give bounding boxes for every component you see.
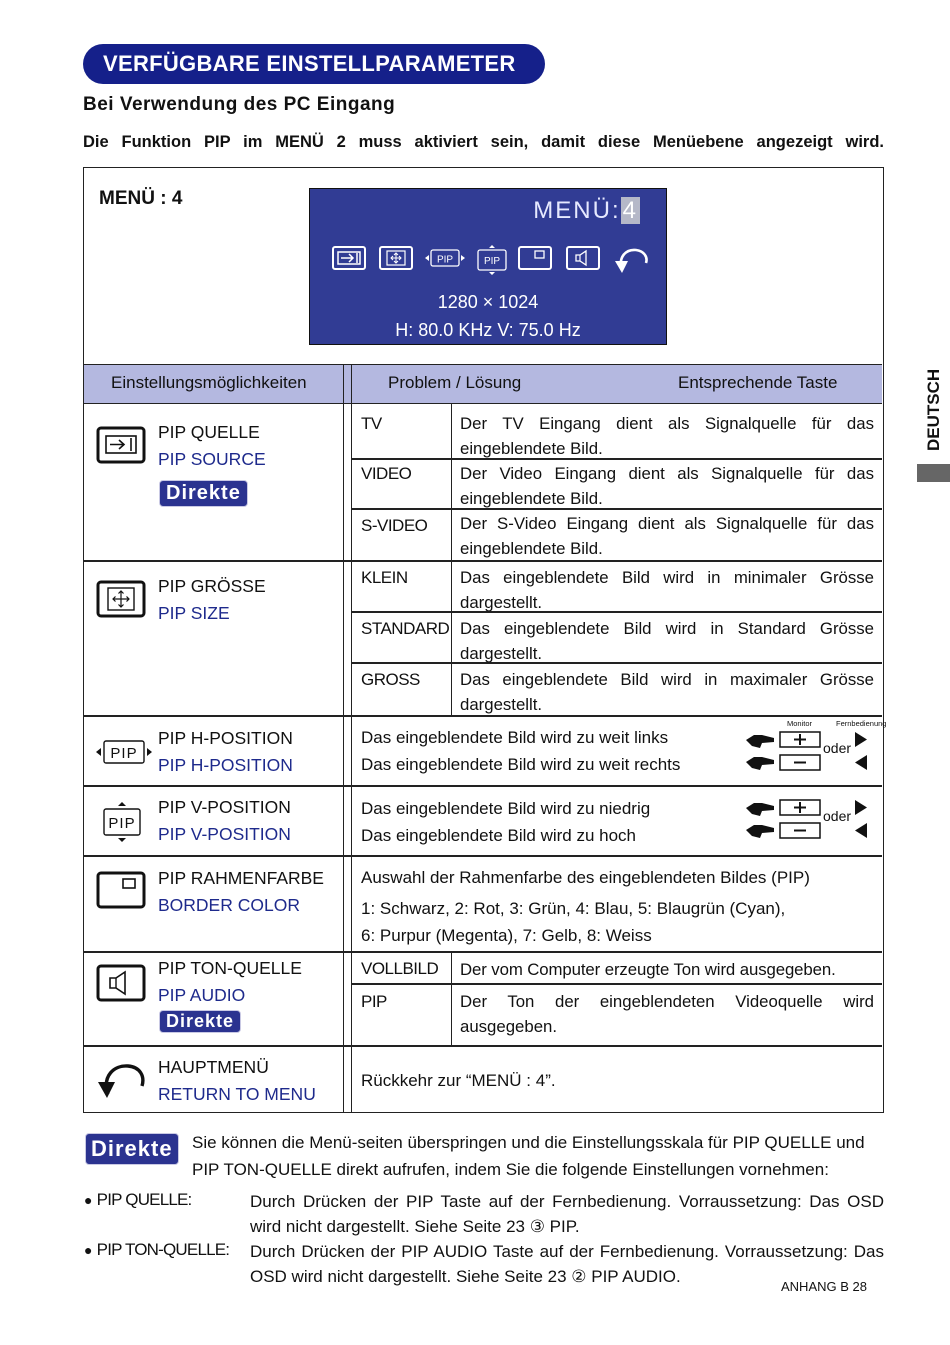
osd-pip-text: PIP [483, 256, 501, 267]
option-description: Der Video Eingang dient als Signalquelle für das eingeblendete Bild. [460, 464, 874, 508]
problem-line: Das eingeblendete Bild wird zu niedrig [361, 799, 651, 818]
option-description: Der TV Eingang dient als Signalquelle für das eingeblendete Bild. [460, 414, 874, 458]
bullet-label: ● PIP QUELLE: [84, 1190, 191, 1210]
row-divider [84, 951, 882, 953]
language-tab-bar [917, 464, 950, 482]
osd-preview [309, 188, 667, 345]
option-label: TV [361, 414, 382, 433]
menu-label: MENÜ : 4 [99, 188, 183, 209]
option-label: VIDEO [361, 464, 412, 483]
header-problem-solution: Problem / Lösung [388, 373, 522, 392]
problem-line: Auswahl der Rahmenfarbe des eingeblendeten Bildes (PIP) [361, 868, 810, 887]
setting-name: PIP GRÖSSE [158, 576, 266, 596]
column-divider [351, 364, 352, 1112]
osd-frequency: H: 80.0 KHz V: 75.0 Hz [395, 320, 581, 340]
setting-name-en: PIP AUDIO [158, 985, 246, 1005]
osd-menu-number: 4 [622, 197, 638, 224]
option-description: Das eingeblendete Bild wird in Standard Grösse dargestellt. [460, 619, 874, 663]
setting-name-en: PIP V-POSITION [158, 824, 291, 844]
option-description: Der vom Computer erzeugte Ton wird ausgegeben. [460, 960, 836, 979]
setting-name-en: PIP SOURCE [158, 449, 266, 469]
option-divider [451, 404, 452, 560]
icon-pip-text: PIP [108, 815, 136, 832]
setting-name: PIP TON-QUELLE [158, 958, 302, 978]
option-label: VOLLBILD [361, 959, 439, 978]
plus-minus-keys-icon [744, 730, 879, 776]
return-icon [94, 1060, 148, 1102]
or-label: oder [823, 808, 852, 824]
setting-name: HAUPTMENÜ [158, 1057, 269, 1077]
option-description: Das eingeblendete Bild wird in maximaler Grösse dargestellt. [460, 670, 874, 714]
pip-audio-icon [566, 245, 600, 271]
problem-line: Das eingeblendete Bild wird zu weit links [361, 728, 669, 747]
problem-line: Das eingeblendete Bild wird zu weit rechts [361, 755, 681, 774]
color-list-line: 1: Schwarz, 2: Rot, 3: Grün, 4: Blau, 5: Blaugrün (Cyan), [361, 899, 786, 918]
border-color-icon [96, 871, 146, 909]
return-description: Rückkehr zur “MENÜ : 4”. [361, 1071, 556, 1090]
setting-name-en: BORDER COLOR [158, 895, 300, 915]
option-description: Das eingeblendete Bild wird in minimaler Grösse dargestellt. [460, 568, 874, 612]
return-icon [612, 245, 650, 275]
osd-icon-row [332, 245, 652, 279]
osd-resolution: 1280 × 1024 [437, 292, 539, 312]
color-list-line: 6: Purpur (Megenta), 7: Gelb, 8: Weiss [361, 926, 652, 945]
setting-name: PIP QUELLE [158, 422, 260, 442]
pip-v-position-icon [475, 245, 509, 275]
osd-title: MENÜ:4 [533, 197, 638, 224]
setting-name-en: PIP H-POSITION [158, 755, 293, 775]
column-divider [343, 364, 344, 1112]
setting-name-en: PIP SIZE [158, 603, 230, 623]
language-tab [917, 360, 950, 480]
pip-source-icon [96, 426, 146, 464]
header-settings: Einstellungsmöglichkeiten [111, 373, 307, 392]
option-label: GROSS [361, 670, 420, 689]
option-description: Der Ton der eingeblendeten Videoquelle wird ausgegeben. [460, 992, 874, 1036]
section-heading: VERFÜGBARE EINSTELLPARAMETER [83, 44, 545, 84]
setting-name: PIP RAHMENFARBE [158, 868, 324, 888]
sub-row-divider [351, 983, 882, 985]
setting-name: PIP H-POSITION [158, 728, 293, 748]
direct-badge: Direkte [85, 1133, 179, 1165]
problem-line: Das eingeblendete Bild wird zu hoch [361, 826, 637, 845]
plus-minus-keys-icon [744, 798, 879, 844]
border-color-icon [518, 245, 552, 271]
pip-size-icon [379, 245, 413, 271]
direct-badge: Direkte [159, 1010, 241, 1033]
remote-label: Fernbedienung [836, 719, 887, 728]
or-label: oder [823, 740, 852, 756]
page-number: ANHANG B 28 [781, 1279, 867, 1294]
option-description: Der S-Video Eingang dient als Signalquelle für das eingeblendete Bild. [460, 514, 874, 558]
icon-pip-text: PIP [110, 745, 138, 762]
option-label: S-VIDEO [361, 516, 428, 535]
header-key: Entsprechende Taste [678, 373, 838, 392]
settings-table [83, 167, 887, 1113]
pip-source-icon [332, 245, 366, 271]
activation-note: Die Funktion PIP im MENÜ 2 muss aktiviert sein, damit diese Menüebene angezeigt wird. [83, 133, 884, 151]
osd-pip-text: PIP [436, 254, 454, 266]
table-header [84, 364, 882, 404]
bullet-text: Durch Drücken der PIP AUDIO Taste auf der Fernbedienung. Vorraussetzung: Das OSD wird nicht dargestellt. Siehe Seite 23 ② PIP AUDIO. [250, 1242, 884, 1286]
key-indicator-v [744, 786, 879, 846]
pip-h-position-icon [425, 245, 465, 271]
setting-name-en: RETURN TO MENU [158, 1084, 316, 1104]
row-divider [84, 855, 882, 857]
option-label: KLEIN [361, 568, 408, 587]
direct-badge: Direkte [159, 480, 248, 507]
option-divider [451, 951, 452, 1045]
pip-h-position-icon [96, 738, 152, 766]
row-divider [84, 1045, 882, 1047]
language-tab-label: DEUTSCH [924, 368, 943, 452]
option-divider [451, 560, 452, 715]
bullet-text: Durch Drücken der PIP Taste auf der Fernbedienung. Vorraussetzung: Das OSD wird nicht dargestellt. Siehe Seite 23 ③ PIP. [250, 1192, 884, 1236]
pip-size-icon [96, 580, 146, 618]
monitor-label: Monitor [787, 719, 813, 728]
key-indicator-h [744, 718, 887, 778]
pip-v-position-icon [102, 802, 142, 842]
direct-access-intro: Sie können die Menü-seiten überspringen und die Einstellungsskala für PIP QUELLE und PIP TON-QUELLE direkt aufrufen, indem Sie die folgende Einstellungen vornehmen: [192, 1133, 865, 1179]
pip-audio-icon [96, 964, 146, 1002]
setting-name: PIP V-POSITION [158, 797, 291, 817]
bullet-label: ● PIP TON-QUELLE: [84, 1240, 229, 1260]
subtitle: Bei Verwendung des PC Eingang [83, 94, 396, 115]
option-label: STANDARD [361, 619, 450, 638]
option-label: PIP [361, 992, 387, 1011]
